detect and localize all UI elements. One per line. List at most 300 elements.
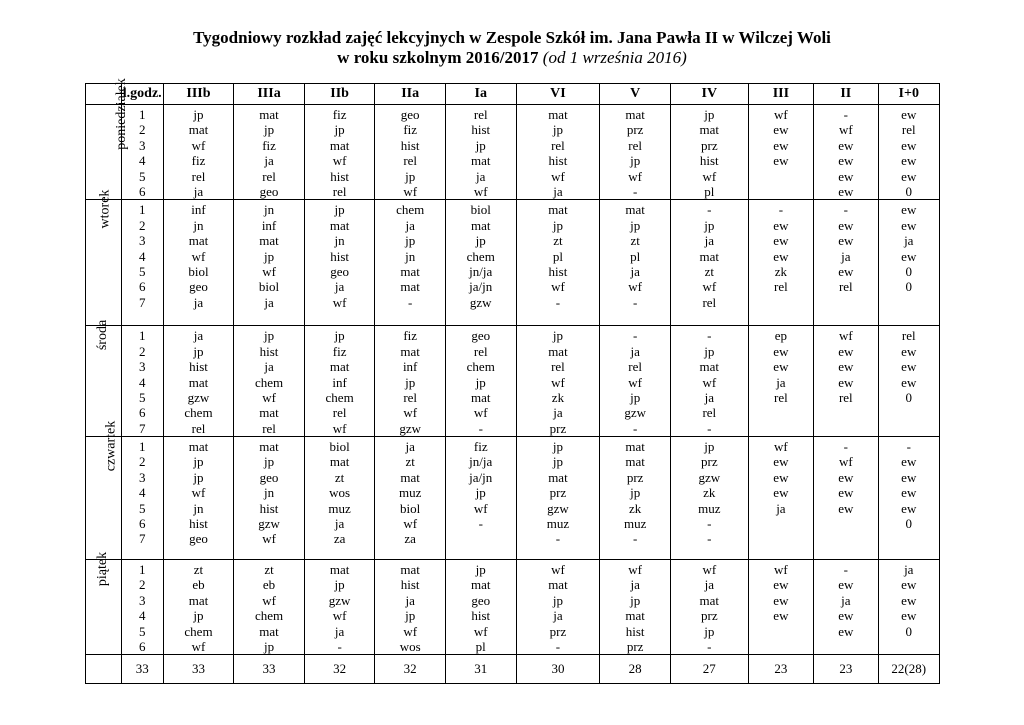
hour-number: 6 [138, 405, 146, 421]
subject: - [408, 294, 413, 310]
subject: za [404, 531, 416, 547]
subject: ja [334, 516, 345, 532]
subject: jp [630, 389, 641, 405]
subject: mat [400, 279, 420, 295]
subject: jp [405, 608, 416, 624]
day-name: wtorek [97, 189, 113, 229]
subject: jn [263, 202, 275, 218]
subject: inf [261, 217, 277, 233]
subject: mat [259, 233, 279, 249]
lesson-cell [600, 105, 671, 200]
subject: mat [548, 577, 568, 593]
subject: ew [773, 248, 789, 264]
subject: rel [191, 420, 206, 436]
subject: jp [263, 122, 275, 138]
subject: jp [475, 374, 486, 390]
subject: wf [838, 454, 853, 470]
subject: jp [263, 639, 275, 655]
subject: - [632, 420, 638, 436]
subject [814, 639, 877, 654]
lesson-cell [748, 560, 813, 655]
subject: geo [471, 328, 491, 344]
subject: pl [704, 183, 715, 199]
subject: hist [400, 577, 420, 593]
subject: biol [470, 202, 491, 218]
subject [814, 531, 877, 546]
totals-corner [86, 655, 122, 684]
total-hours-cell: 33 [163, 655, 234, 684]
subject: ew [838, 623, 854, 639]
lesson-cell [234, 105, 305, 200]
day-name-cell [86, 189, 122, 326]
subject: wf [403, 405, 418, 421]
subject: chem [254, 374, 284, 390]
subject [749, 295, 813, 310]
subject: hist [259, 343, 279, 359]
subject: rel [332, 183, 347, 199]
subject: mat [400, 562, 420, 578]
subject: ew [773, 153, 789, 169]
subject: prz [700, 454, 718, 470]
subject: - [707, 639, 712, 655]
subject: mat [625, 439, 645, 455]
subject: wf [628, 168, 643, 184]
subject: prz [626, 122, 644, 138]
lesson-cell [878, 326, 939, 437]
subject: hist [471, 122, 491, 138]
subject: zt [704, 263, 714, 279]
subject [749, 624, 813, 639]
lesson-cell [814, 200, 878, 326]
subject: hist [400, 137, 420, 153]
lesson-cell [304, 560, 375, 655]
subject: jp [334, 328, 345, 344]
subject: ja [553, 183, 563, 199]
subject: mat [400, 343, 420, 359]
subject: wf [403, 623, 418, 639]
subject: jp [263, 248, 275, 264]
subject [749, 421, 813, 436]
lesson-cell [234, 326, 305, 437]
total-hours-cell: 28 [600, 655, 671, 684]
subject [749, 184, 813, 199]
subject: ja [553, 405, 563, 421]
subject: rel [262, 420, 276, 436]
hour-number: 2 [138, 122, 146, 138]
subject: 0 [905, 183, 913, 199]
hour-number: 2 [138, 454, 146, 470]
subject: mat [188, 439, 209, 455]
hour-number: 2 [138, 217, 146, 233]
subject: mat [259, 107, 279, 122]
total-hours-cell: 32 [304, 655, 375, 684]
subject: hist [625, 623, 645, 639]
subject: prz [549, 485, 567, 501]
hour-number: 3 [138, 592, 146, 608]
hour-number: 3 [138, 233, 146, 249]
subject: wf [262, 263, 276, 279]
subject: rel [901, 328, 916, 344]
subject: ja [405, 217, 415, 233]
subject: ew [838, 217, 854, 233]
subject: ep [774, 328, 788, 344]
hour-number: 7 [138, 294, 146, 310]
subject: gzw [258, 516, 280, 532]
subject: fiz [403, 328, 418, 344]
subject: mat [259, 439, 279, 455]
subject: hist [548, 153, 568, 169]
subject: wf [628, 374, 643, 390]
subject: wf [774, 107, 788, 122]
subject: - [843, 202, 848, 218]
subject: mat [699, 592, 720, 608]
subject: ja [264, 359, 274, 375]
lesson-cell [445, 200, 516, 326]
subject: rel [403, 153, 418, 169]
subject: ew [901, 374, 917, 390]
subject: geo [400, 107, 420, 122]
subject: mat [699, 122, 720, 138]
subject: ew [901, 107, 917, 122]
day-row [86, 326, 940, 437]
subject [749, 405, 813, 420]
subject: rel [473, 343, 488, 359]
subject [879, 531, 939, 546]
subject: jp [630, 217, 641, 233]
subject: - [707, 516, 712, 532]
subject: ja/jn [469, 279, 493, 295]
subject: ew [838, 577, 854, 593]
day-name-cell [86, 78, 129, 200]
subject: ew [901, 454, 917, 470]
subject: wf [473, 183, 488, 199]
subject: mat [699, 248, 720, 264]
subject: jn/ja [469, 263, 493, 279]
lesson-cell [375, 326, 446, 437]
lesson-cell [445, 437, 516, 560]
subject: ja [630, 577, 640, 593]
subject: ew [773, 217, 789, 233]
subject: hist [330, 168, 349, 184]
subject: - [778, 202, 784, 218]
subject [814, 421, 877, 436]
lesson-cell [670, 105, 748, 200]
subject: jp [552, 439, 563, 455]
subject: ew [901, 343, 917, 359]
subject: rel [774, 279, 788, 295]
subject: mat [625, 202, 645, 218]
subject: 0 [905, 279, 913, 295]
subject: mat [329, 562, 350, 578]
subject: ew [773, 592, 789, 608]
subject: jn [193, 217, 204, 233]
subject: ew [773, 137, 789, 153]
lesson-cell [600, 560, 671, 655]
subject: ja [476, 168, 486, 184]
total-hours-cell: 32 [375, 655, 446, 684]
subject: eb [192, 577, 205, 593]
subject: mat [400, 263, 420, 279]
subject: rel [628, 137, 643, 153]
subject: - [843, 439, 848, 455]
total-hours-cell: 27 [670, 655, 748, 684]
subject: jp [552, 122, 563, 138]
subject: gzw [547, 500, 569, 516]
subject: 0 [905, 623, 913, 639]
subject: rel [838, 279, 853, 295]
subject: wf [702, 168, 717, 184]
hour-number: 7 [138, 420, 146, 436]
subject: wf [262, 531, 276, 547]
schedule-table [85, 78, 940, 684]
lesson-cell [516, 326, 600, 437]
subject [879, 405, 939, 420]
subject: jn [405, 248, 416, 264]
subject: mat [470, 153, 491, 169]
subject: ja [553, 608, 563, 624]
subject: wf [473, 405, 488, 421]
day-row [86, 560, 940, 655]
hour-number: 1 [138, 328, 146, 344]
subject: ja [630, 263, 640, 279]
subject: ew [773, 343, 789, 359]
title-school-year: w roku szkolnym 2016/2017 [337, 48, 539, 67]
subject: ja [193, 294, 204, 310]
hour-number: 3 [138, 359, 146, 375]
subject: ja [704, 389, 714, 405]
subject: ja [264, 153, 274, 169]
subject: wf [262, 592, 276, 608]
hour-number: 4 [138, 153, 146, 169]
subject: - [843, 562, 848, 578]
subject: jp [704, 217, 715, 233]
hour-number: 6 [138, 516, 146, 532]
subject: jp [405, 374, 416, 390]
subject: - [843, 107, 848, 122]
hour-number: 6 [138, 183, 146, 199]
subject: 0 [905, 516, 913, 532]
hour-number: 1 [138, 107, 146, 122]
subject: ja [264, 294, 274, 310]
subject: wf [191, 248, 206, 264]
subject: wf [191, 485, 206, 501]
subject: geo [259, 183, 279, 199]
subject: rel [901, 122, 916, 138]
subject: mat [188, 233, 209, 249]
hour-number: 5 [138, 389, 146, 405]
subject: ew [901, 217, 917, 233]
subject: jp [630, 153, 641, 169]
subject: mat [470, 389, 491, 405]
subject: mat [329, 137, 350, 153]
subject: ew [773, 233, 789, 249]
lesson-cell [748, 437, 813, 560]
subject: zt [264, 562, 274, 578]
subject: muz [623, 516, 647, 532]
lesson-cell [516, 105, 600, 200]
lesson-cell [375, 200, 446, 326]
lesson-cell [516, 200, 600, 326]
subject: prz [700, 137, 718, 153]
subject: - [632, 294, 638, 310]
subject: fiz [262, 137, 276, 153]
subject: jn [193, 500, 204, 516]
subject: - [632, 183, 638, 199]
subject: wf [702, 279, 717, 295]
subject: biol [329, 439, 350, 455]
subject: zt [553, 233, 563, 249]
subject: jp [475, 233, 486, 249]
subject: hist [471, 608, 491, 624]
subject: jp [334, 577, 345, 593]
subject: chem [184, 623, 213, 639]
title-start-date: (od 1 września 2016) [542, 48, 687, 67]
subject [879, 295, 939, 310]
subject: jn/ja [469, 454, 493, 470]
subject: jn [263, 485, 275, 501]
subject [749, 516, 813, 531]
subject: mat [699, 359, 720, 375]
class-header: VI [516, 84, 600, 105]
subject: biol [258, 279, 280, 295]
subject: zt [405, 454, 415, 470]
hour-numbers-cell [121, 437, 163, 560]
subject: - [555, 639, 561, 655]
total-hours-cell: 23 [748, 655, 813, 684]
subject [749, 639, 813, 654]
hour-number: 3 [138, 469, 146, 485]
title-line2 [0, 48, 1024, 68]
subject: inf [332, 374, 347, 390]
lesson-cell [163, 560, 234, 655]
subject [879, 421, 939, 436]
subject: prz [549, 623, 567, 639]
subject: wf [838, 122, 853, 138]
subject: - [707, 328, 712, 344]
subject: wf [774, 439, 788, 455]
subject: ja [904, 562, 914, 578]
lesson-cell [814, 560, 878, 655]
subject: wos [329, 485, 351, 501]
subject: - [707, 420, 712, 436]
subject [879, 639, 939, 654]
subject: wf [191, 639, 206, 655]
subject: wf [191, 137, 206, 153]
subject: pl [552, 248, 563, 264]
subject: mat [625, 608, 645, 624]
hour-number: 4 [138, 374, 146, 390]
subject: ew [901, 168, 917, 184]
lesson-cell [516, 560, 600, 655]
subject: ew [838, 183, 854, 199]
subject: ew [901, 248, 917, 264]
subject: rel [332, 405, 347, 421]
subject: za [333, 531, 346, 547]
subject: jp [263, 328, 275, 344]
subject: gzw [624, 405, 646, 421]
subject: ew [838, 608, 854, 624]
subject: ew [773, 577, 789, 593]
subject: ew [838, 343, 854, 359]
subject: biol [188, 263, 209, 279]
hour-number: 1 [138, 562, 146, 578]
lesson-cell [304, 200, 375, 326]
subject: muz [698, 500, 721, 516]
subject: wf [702, 562, 717, 578]
subject: fiz [332, 343, 347, 359]
subject: wf [838, 328, 853, 344]
subject: mat [548, 343, 568, 359]
subject: fiz [403, 122, 418, 138]
subject: chem [184, 405, 213, 421]
day-row [86, 105, 940, 200]
subject: mat [329, 359, 350, 375]
lesson-cell [600, 326, 671, 437]
subject: wf [332, 608, 347, 624]
subject: muz [546, 516, 570, 532]
subject: ja [334, 279, 345, 295]
subject: chem [396, 202, 425, 218]
subject: jn [334, 233, 345, 249]
lesson-cell [748, 105, 813, 200]
hour-number: 5 [138, 623, 146, 639]
subject: zk [774, 263, 788, 279]
subject: geo [189, 279, 208, 295]
subject: jp [334, 122, 345, 138]
lesson-cell [814, 326, 878, 437]
day-row [86, 437, 940, 560]
subject: mat [470, 217, 491, 233]
subject: ew [773, 469, 789, 485]
lesson-cell [748, 200, 813, 326]
lesson-cell [304, 437, 375, 560]
subject: mat [259, 405, 279, 421]
total-hours-cell: 31 [445, 655, 516, 684]
subject: ew [838, 485, 854, 501]
lesson-cell [163, 326, 234, 437]
class-header: IIIb [163, 84, 234, 105]
lesson-cell [234, 560, 305, 655]
lesson-cell [445, 326, 516, 437]
subject: ja [841, 592, 851, 608]
subject: ja/jn [469, 469, 493, 485]
subject: wf [551, 168, 565, 184]
class-header: II [814, 84, 878, 105]
subject: ew [901, 137, 917, 153]
subject: - [632, 531, 638, 547]
subject: wos [399, 639, 421, 655]
subject: hist [189, 359, 208, 375]
subject: ja [405, 439, 415, 455]
subject: mat [329, 217, 350, 233]
subject: rel [551, 137, 565, 153]
subject: ja [334, 623, 345, 639]
lesson-cell [304, 105, 375, 200]
subject: ew [838, 153, 854, 169]
class-header: V [600, 84, 671, 105]
subject: jp [193, 343, 204, 359]
hour-number: 6 [138, 279, 146, 295]
subject: ja [405, 592, 415, 608]
hour-number: 1 [138, 202, 146, 218]
day-name-cell [86, 551, 122, 655]
subject: jp [405, 233, 416, 249]
subject: ew [901, 485, 917, 501]
subject: ew [901, 592, 917, 608]
subject: geo [189, 531, 208, 547]
subject: jp [193, 608, 204, 624]
subject: chem [325, 389, 354, 405]
